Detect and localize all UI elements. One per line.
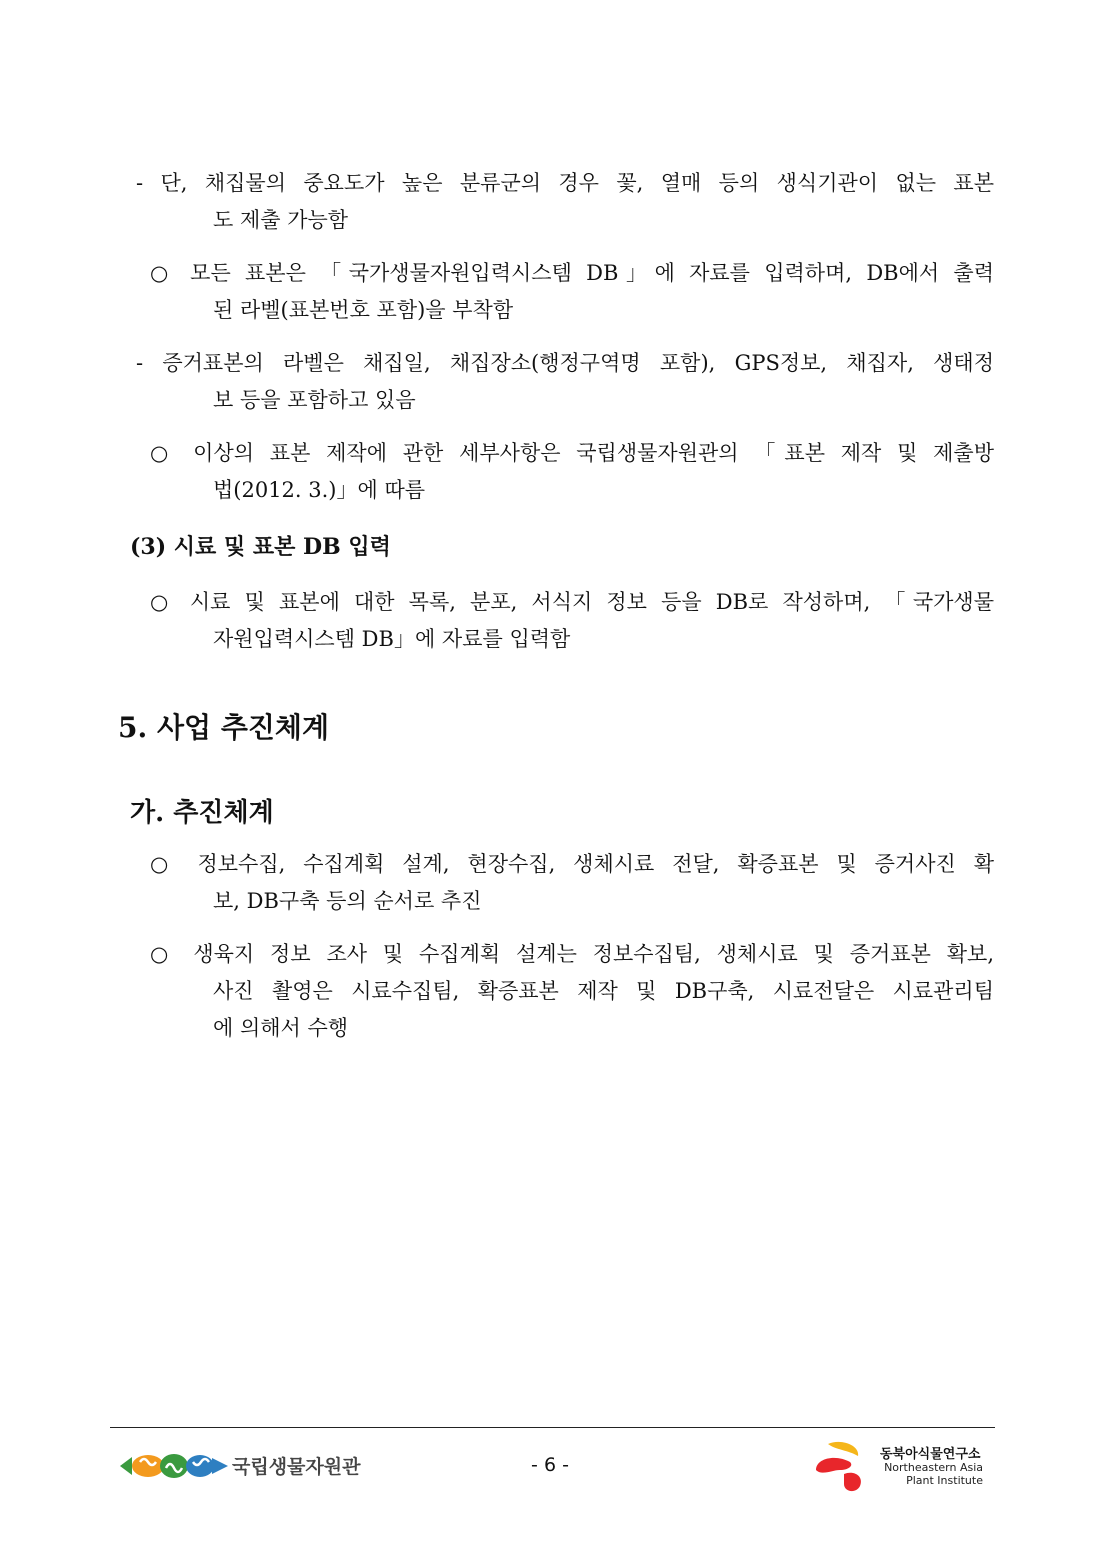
paragraph-line: ○ 생육지 정보 조사 및 수집계획 설계는 정보수집팀, 생체시료 및 증거표본 확보,	[150, 942, 994, 966]
section-heading: 5. 사업 추진체계	[118, 711, 330, 744]
institute-name-english	[870, 1461, 983, 1487]
paragraph-line: 도 제출 가능함	[213, 208, 349, 232]
institute-name-korean: 동북아식물연구소	[880, 1447, 981, 1462]
institute-logo-icon	[814, 1440, 876, 1498]
paragraph-line: 자원입력시스템 DB」에 자료를 입력함	[213, 627, 571, 651]
paragraph-line: - 증거표본의 라벨은 채집일, 채집장소(행정구역명 포함), GPS정보, 채집자, 생태정	[136, 351, 994, 375]
footer-divider	[110, 1427, 995, 1428]
paragraph-line: 보 등을 포함하고 있음	[213, 388, 416, 412]
nibr-logo-text: 국립생물자원관	[232, 1456, 361, 1478]
paragraph-line: ○ 정보수집, 수집계획 설계, 현장수집, 생체시료 전달, 확증표본 및 증거사진 확	[150, 852, 994, 876]
paragraph-line: ○ 이상의 표본 제작에 관한 세부사항은 국립생물자원관의 「표본 제작 및 제출방	[150, 441, 994, 465]
paragraph-line: ○ 모든 표본은 「국가생물자원입력시스템 DB」에 자료를 입력하며, DB에서 출력	[150, 261, 994, 285]
paragraph-line: 에 의해서 수행	[213, 1016, 349, 1040]
page-number: - 6 -	[531, 1454, 569, 1476]
paragraph-line: - 단, 채집물의 중요도가 높은 분류군의 경우 꽃, 열매 등의 생식기관이 없는 표본	[136, 171, 994, 195]
institute-name-english-line2: Plant Institute	[906, 1474, 983, 1487]
paragraph-line: 사진 촬영은 시료수집팀, 확증표본 제작 및 DB구축, 시료전달은 시료관리팀	[213, 979, 994, 1003]
paragraph-line: 법(2012. 3.)」에 따름	[213, 478, 426, 502]
subsection-heading: (3) 시료 및 표본 DB 입력	[130, 534, 391, 560]
nibr-logo-icon	[118, 1448, 230, 1488]
paragraph-line: ○ 시료 및 표본에 대한 목록, 분포, 서식지 정보 등을 DB로 작성하며, 「국가생물	[150, 590, 994, 614]
paragraph-line: 보, DB구축 등의 순서로 추진	[213, 889, 482, 913]
paragraph-line: 된 라벨(표본번호 포함)을 부착함	[213, 298, 514, 322]
institute-name-english-line1: Northeastern Asia	[884, 1461, 983, 1474]
subsection-heading-ga: 가. 추진체계	[130, 798, 274, 828]
